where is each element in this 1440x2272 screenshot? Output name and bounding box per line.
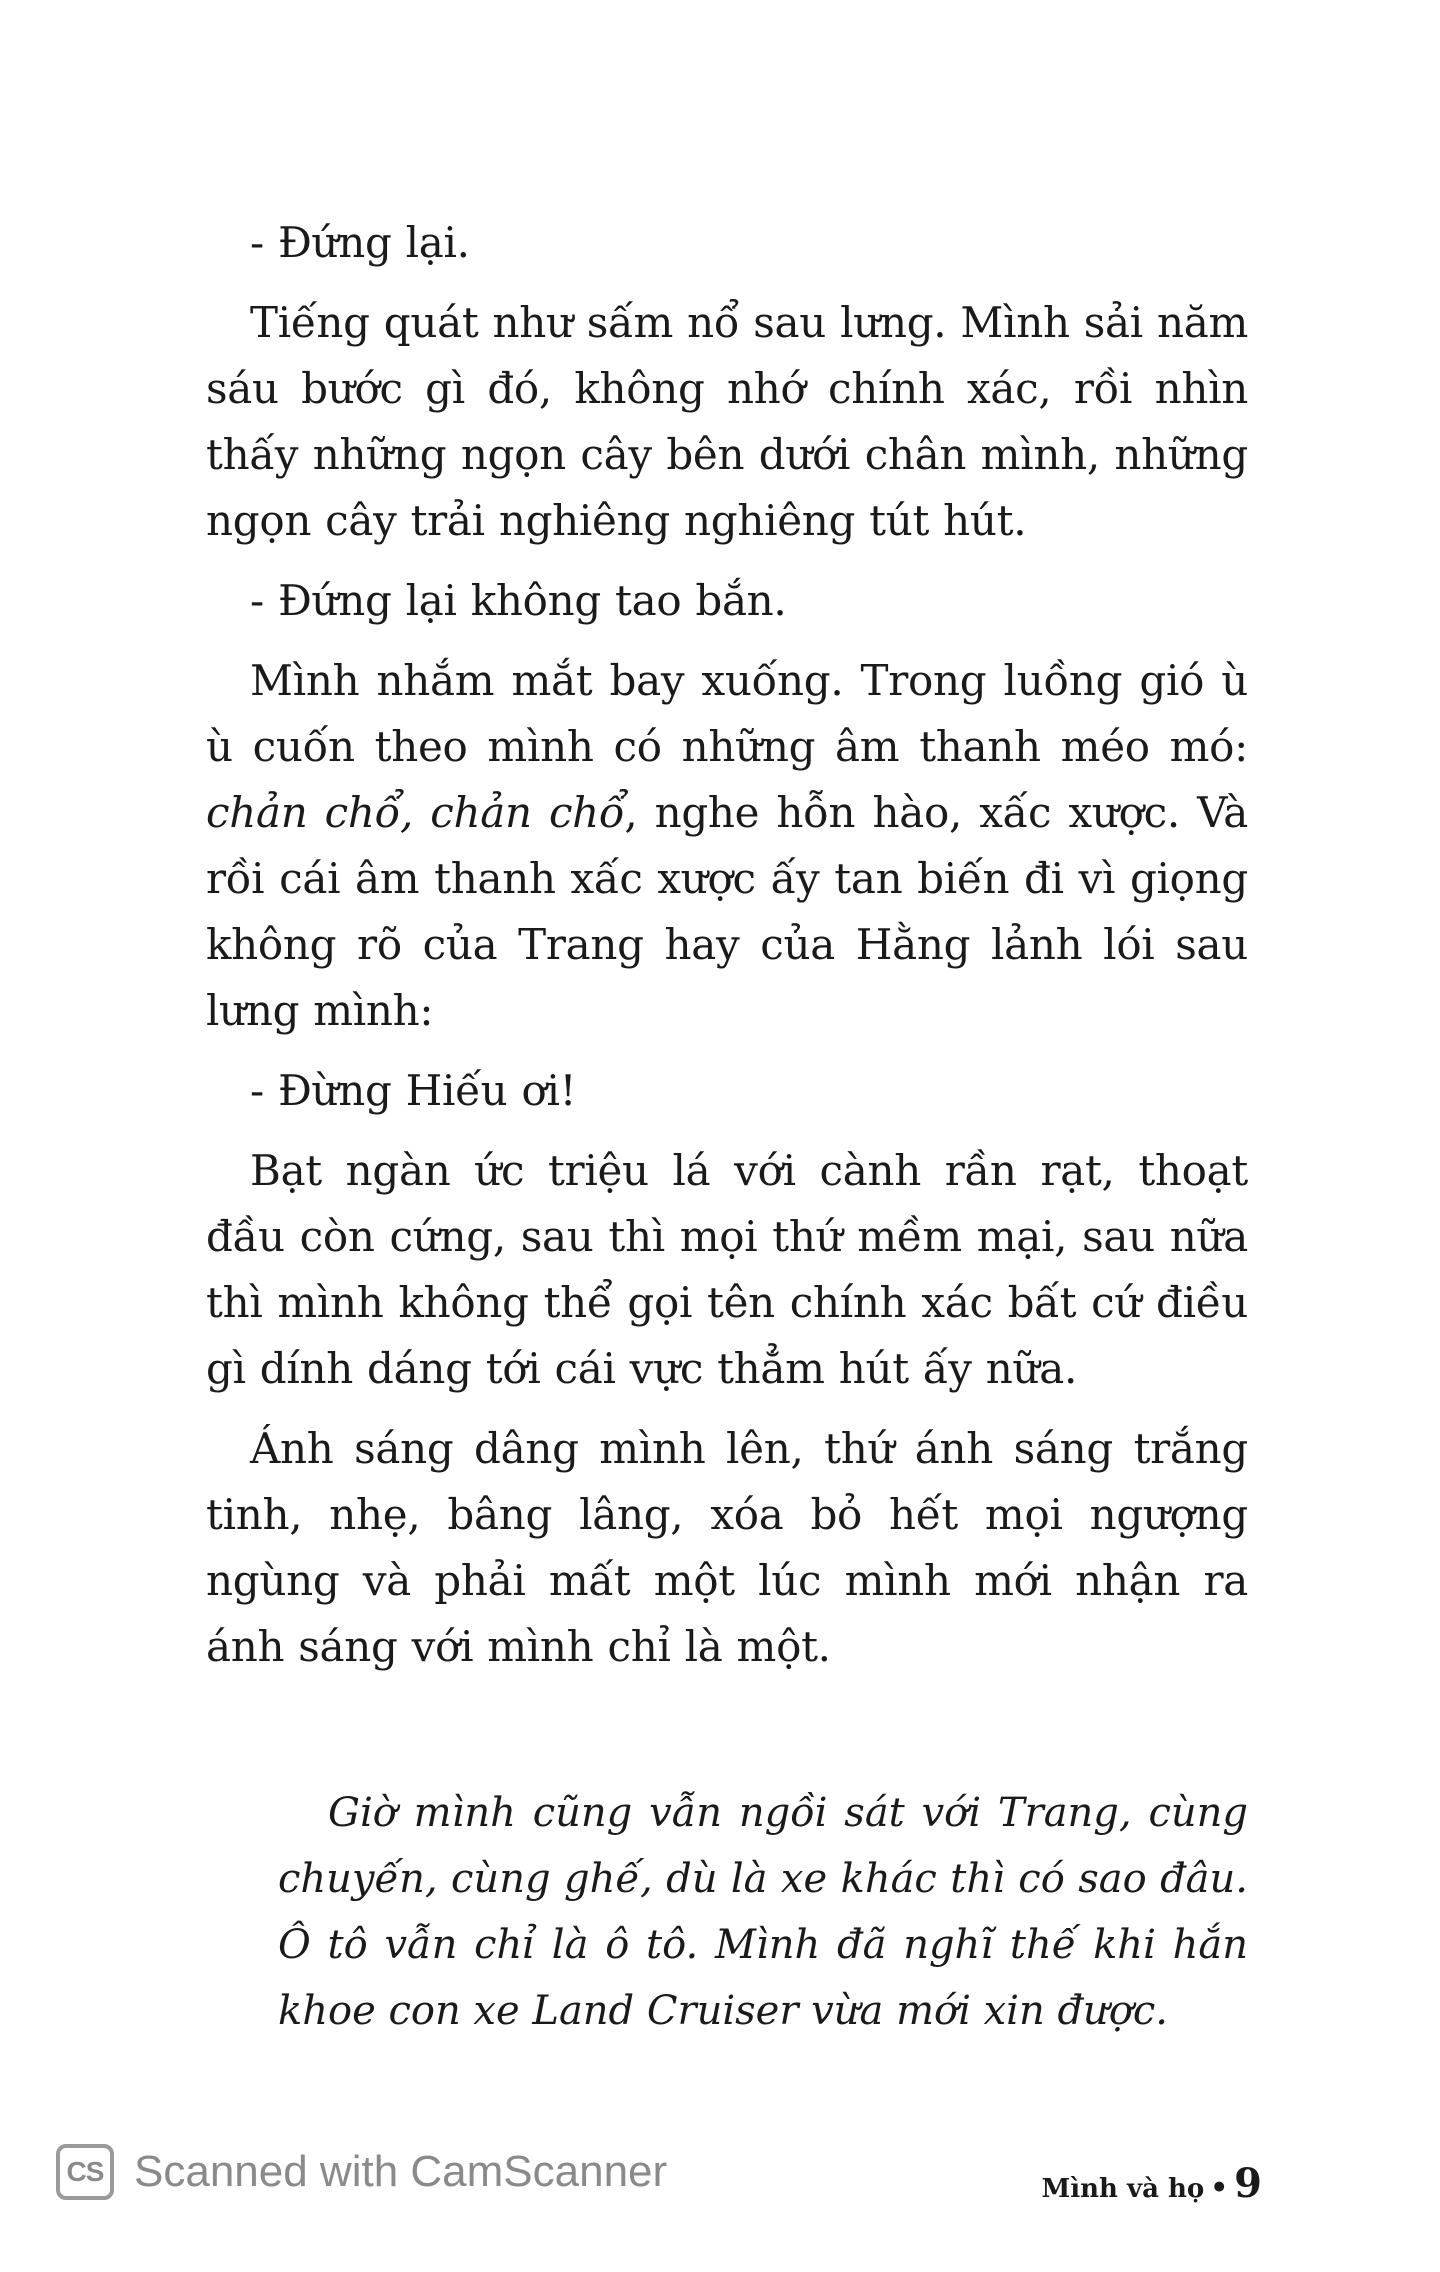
paragraph: Ánh sáng dâng mình lên, thứ ánh sáng trắng tinh, nhẹ, bâng lâng, xóa bỏ hết mọi ngượng ngùng và phải mất một lúc mình mới nhận ra ánh sáng với mình chỉ là một. [206, 1424, 1248, 1671]
footer-separator: • [1210, 2171, 1229, 2204]
paragraph [206, 648, 1248, 1044]
dialogue-line: - Đứng lại. [250, 218, 470, 267]
italic-paragraph: Giờ mình cũng vẫn ngồi sát với Trang, cùng chuyến, cùng ghế, dù là xe khác thì có sao đâu. Ô tô vẫn chỉ là ô tô. Mình đã nghĩ thế khi hắn khoe con xe Land Cruiser vừa mới xin được. [278, 1790, 1248, 2034]
paragraph-text: Mình nhắm mắt bay xuống. Trong luồng gió ù ù cuốn theo mình có những âm thanh méo mó: [206, 656, 1248, 771]
page-number: 9 [1234, 2160, 1262, 2207]
main-text [206, 210, 1248, 1694]
camscanner-logo-icon: CS [56, 2144, 114, 2200]
book-title: Mình và họ [1041, 2174, 1205, 2204]
dialogue-line: - Đừng Hiếu ơi! [250, 1066, 577, 1115]
watermark-text: Scanned with CamScanner [134, 2147, 668, 2196]
paragraph-text: , nghe hỗn hào, xấc xược. Và rồi cái âm thanh xấc xược ấy tan biến đi vì giọng không rõ của Trang hay của Hằng lảnh lói sau lưng mình: [206, 788, 1248, 1035]
camscanner-watermark [56, 2144, 667, 2200]
italic-passage [278, 1780, 1248, 2044]
page-footer [1041, 2160, 1262, 2207]
paragraph: Tiếng quát như sấm nổ sau lưng. Mình sải năm sáu bước gì đó, không nhớ chính xác, rồi nhìn thấy những ngọn cây bên dưới chân mình, những ngọn cây trải nghiêng nghiêng tút hút. [206, 298, 1248, 545]
paragraph: Bạt ngàn ức triệu lá với cành rần rạt, thoạt đầu còn cứng, sau thì mọi thứ mềm mại, sau nữa thì mình không thể gọi tên chính xác bất cứ điều gì dính dáng tới cái vực thẳm hút ấy nữa. [206, 1146, 1248, 1393]
dialogue-line: - Đứng lại không tao bắn. [250, 576, 787, 625]
onomatopoeia: chản chổ, chản chổ [206, 788, 625, 837]
